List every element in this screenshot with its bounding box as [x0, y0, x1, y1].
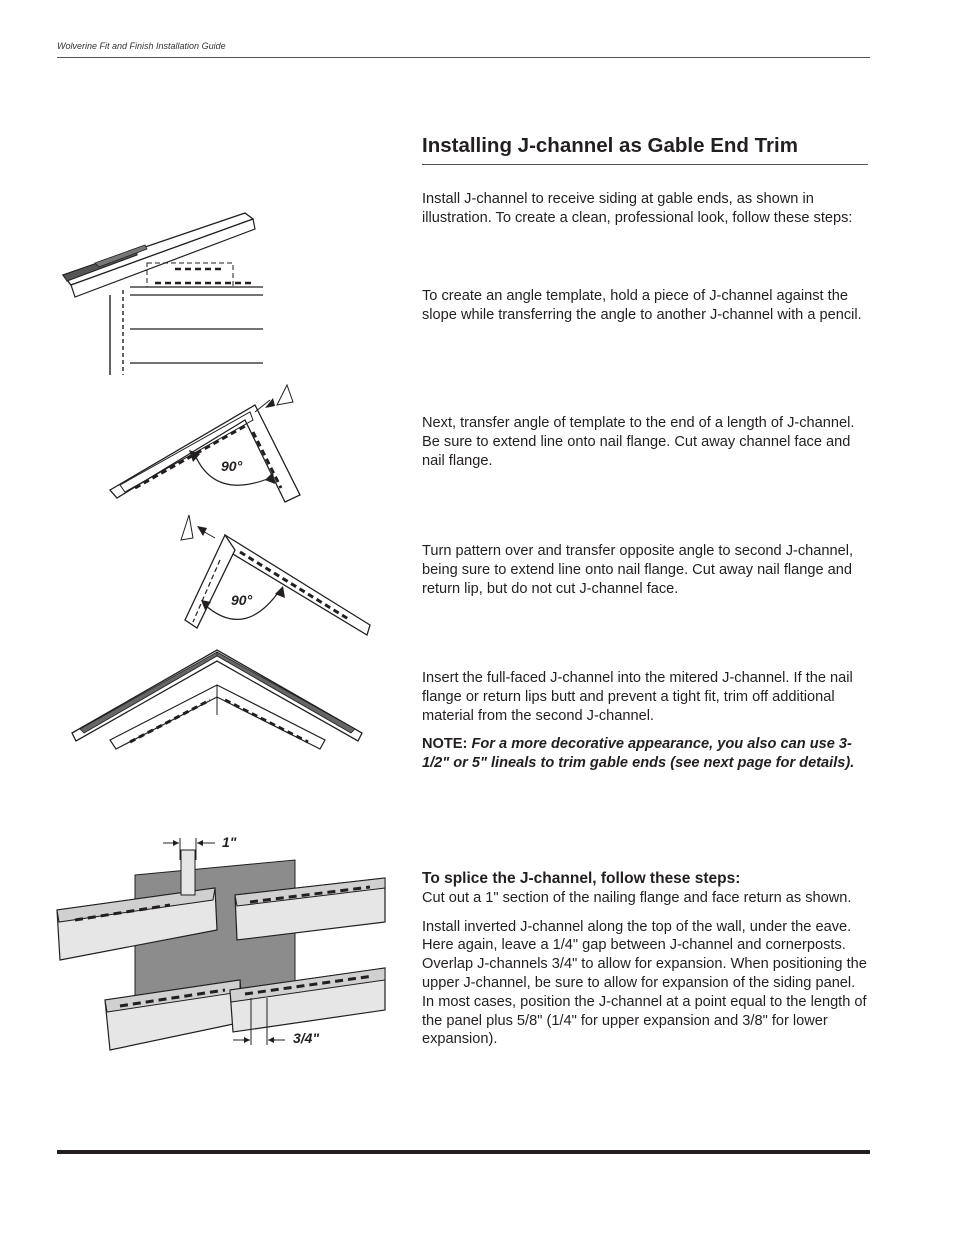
splice-heading: To splice the J-channel, follow these steps:	[422, 870, 741, 887]
step-intro	[422, 190, 868, 228]
note-text: For a more decorative appearance, you also can use 3-1/2" or 5" lineals to trim gable ends (see next page for details).	[422, 736, 855, 772]
note-label: NOTE:	[422, 736, 468, 753]
step-insert-text: Insert the full-faced J-channel into the mitered J-channel. If the nail flange or return lips butt and prevent a tight fit, trim off additional material from the second J-channel.	[422, 670, 853, 724]
header-divider	[57, 57, 870, 58]
footer-divider	[57, 1150, 870, 1154]
note-paragraph	[422, 735, 868, 773]
running-header: Wolverine Fit and Finish Installation Guide	[57, 41, 226, 51]
angle-label-2: 90°	[231, 592, 253, 608]
step-transfer	[422, 414, 868, 470]
title-divider	[422, 164, 868, 165]
step-turn-pattern-text: Turn pattern over and transfer opposite angle to second J-channel, being sure to extend line onto nail flange. Cut away nail flange and return lip, but do not cut J-channel face.	[422, 543, 854, 597]
step-template	[422, 287, 868, 325]
splice-step-2: Install inverted J-channel along the top of the wall, under the eave. Here again, leave a 1/4" gap between J-channel and cornerposts. Overlap J-channels 3/4" to allow for expansion. When positioning the upper J-channel, be sure to allow for expansion of the siding panel. In most cases, position the J-channel at a point equal to the length of the panel plus 5/8" (1/4" for upper expansion and 3/8" for lower expansion).	[422, 918, 867, 1048]
figure-gable-assembled	[70, 645, 365, 770]
overlap-label: 3/4"	[293, 1030, 320, 1046]
figure-angle-transfer-2	[175, 510, 375, 645]
step-intro-text: Install J-channel to receive siding at gable ends, as shown in illustration. To create a clean, professional look, follow these steps:	[422, 191, 853, 226]
step-insert	[422, 669, 868, 773]
step-template-text: To create an angle template, hold a piece of J-channel against the slope while transferring the angle to another J-channel with a pencil.	[422, 288, 862, 323]
angle-label-1: 90°	[221, 458, 243, 474]
splice-section	[422, 870, 868, 1049]
splice-gap-label: 1"	[222, 834, 237, 850]
figure-gable-jchannel	[55, 205, 275, 380]
splice-step-1: Cut out a 1" section of the nailing flange and face return as shown.	[422, 889, 852, 906]
figure-angle-transfer-1	[105, 380, 305, 510]
figure-splice	[55, 830, 390, 1060]
step-turn-pattern	[422, 542, 868, 598]
section-title: Installing J-channel as Gable End Trim	[422, 134, 798, 157]
step-transfer-text: Next, transfer angle of template to the end of a length of J-channel. Be sure to extend line onto nail flange. Cut away channel face and nail flange.	[422, 415, 855, 469]
